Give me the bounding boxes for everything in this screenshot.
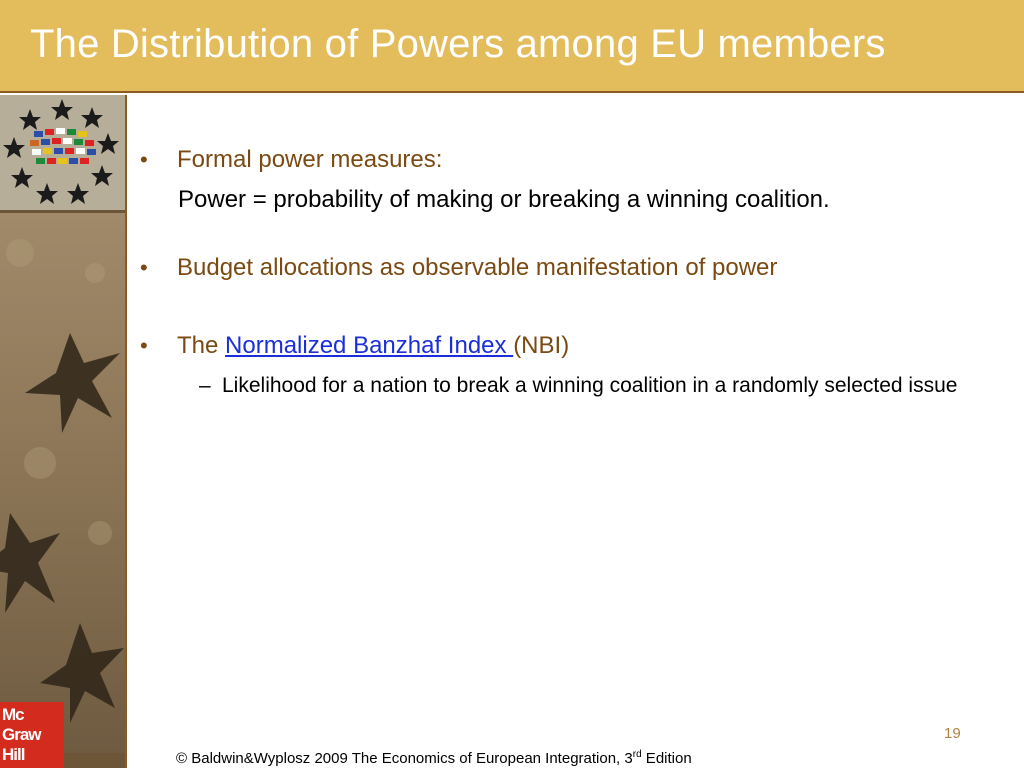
nbi-link[interactable]: Normalized Banzhaf Index (225, 332, 514, 359)
footer-tail: Edition (641, 750, 692, 767)
bullet-prefix: The (177, 332, 226, 359)
sub-bullet-text: Likelihood for a nation to break a winning coalition in a randomly selected issue (222, 374, 958, 397)
bullet-formal-power (140, 145, 1000, 175)
power-definition: Power = probability of making or breaking a winning coalition. (178, 186, 830, 213)
left-image-panel (0, 95, 127, 768)
flags-star-circle-graphic (0, 95, 125, 210)
logo-line-3: Hill (2, 745, 25, 764)
bullet-icon: • (140, 333, 148, 358)
nbi-sub-bullet (140, 371, 962, 401)
starfish-graphic (0, 213, 125, 753)
title-bar (0, 0, 1024, 93)
dash-icon: – (199, 374, 211, 397)
eu-flags-image (0, 95, 125, 210)
slide-title: The Distribution of Powers among EU members (30, 22, 886, 66)
page-number: 19 (944, 725, 961, 742)
footer-superscript: rd (632, 749, 642, 760)
bullet-text: Formal power measures: (177, 146, 443, 173)
sand-starfish-image (0, 213, 125, 753)
bullet-suffix: (NBI) (513, 332, 570, 359)
mcgraw-hill-logo (0, 702, 64, 768)
footer-copyright (176, 749, 692, 767)
slide-content (140, 145, 1000, 401)
bullet-icon: • (140, 147, 148, 172)
footer-text: © Baldwin&Wyplosz 2009 The Economics of European Integration, 3 (176, 750, 633, 767)
logo-line-2: Graw (2, 725, 41, 744)
bullet-budget-allocations (140, 253, 1000, 283)
logo-line-1: Mc (2, 705, 24, 724)
bullet-text: Budget allocations as observable manifestation of power (177, 254, 778, 281)
bullet-icon: • (140, 255, 148, 280)
bullet-nbi (140, 331, 1000, 361)
